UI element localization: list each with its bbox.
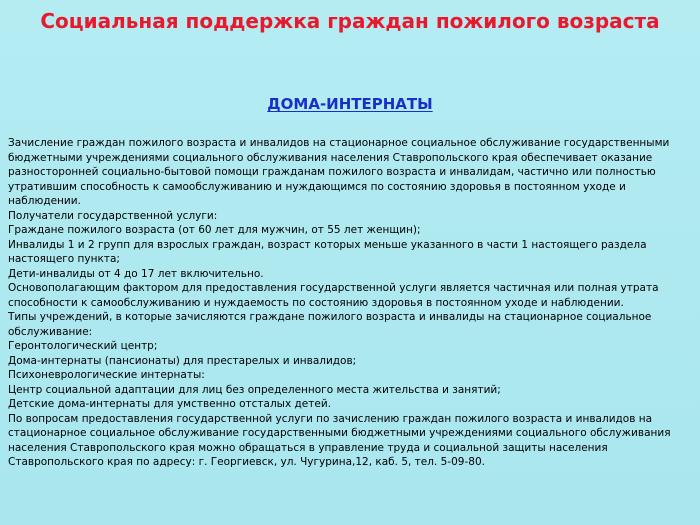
- paragraph-contacts: По вопросам предоставления государственной услуги по зачислению граждан пожилого возраста и инвалидов на стационарное социальное обслуживание государственными бюджетными учреждениями социального обслуживания населения Ставропольского края можно обращаться в управление труда и социальной защиты населения Ставропольского края по адресу: г. Георгиевск, ул. Чугурина,12, каб. 5, тел. 5-09-80.: [8, 412, 671, 468]
- list-item: Центр социальной адаптации для лиц без определенного места жительства и занятий;: [8, 383, 501, 396]
- paragraph-factor: Основополагающим фактором для предоставления государственной услуги является частичная или полная утрата способности к самообслуживанию и нуждаемость по состоянию здоровья в постоянном уходе и наблюдении.: [8, 282, 659, 309]
- paragraph-recipients-heading: Получатели государственной услуги:: [8, 209, 218, 222]
- list-item: Психоневрологические интернаты:: [8, 369, 205, 381]
- slide-subtitle: [0, 95, 700, 113]
- paragraph-intro: Зачисление граждан пожилого возраста и инвалидов на стационарное социальное обслуживание государственными бюджетными учреждениями социального обслуживания населения Ставропольского края обеспечивает оказание разносторонней социально-бытовой помощи гражданам пожилого возраста и инвалидам, частично или полностью утратившим способность к самообслуживанию и нуждающимся по состоянию здоровья в постоянном уходе и наблюдении.: [8, 137, 670, 207]
- list-item: Геронтологический центр;: [8, 340, 158, 352]
- list-item: Инвалиды 1 и 2 групп для взрослых граждан, возраст которых меньше указанного в части 1 настоящего раздела настоящего пункта;: [8, 238, 647, 265]
- paragraph-types-heading: Типы учреждений, в которые зачисляются граждане пожилого возраста и инвалиды на стационарное социальное обслуживание:: [8, 311, 652, 338]
- slide-body: [8, 136, 694, 470]
- slide-title: Социальная поддержка граждан пожилого возраста: [40, 9, 660, 33]
- list-item: Детские дома-интернаты для умственно отсталых детей.: [8, 398, 331, 410]
- list-item: Граждане пожилого возраста (от 60 лет для мужчин, от 55 лет женщин);: [8, 224, 421, 236]
- subtitle-text: ДОМА-ИНТЕРНАТЫ: [267, 95, 433, 113]
- list-item: Дома-интернаты (пансионаты) для престарелых и инвалидов;: [8, 354, 357, 367]
- list-item: Дети-инвалиды от 4 до 17 лет включительно.: [8, 267, 264, 280]
